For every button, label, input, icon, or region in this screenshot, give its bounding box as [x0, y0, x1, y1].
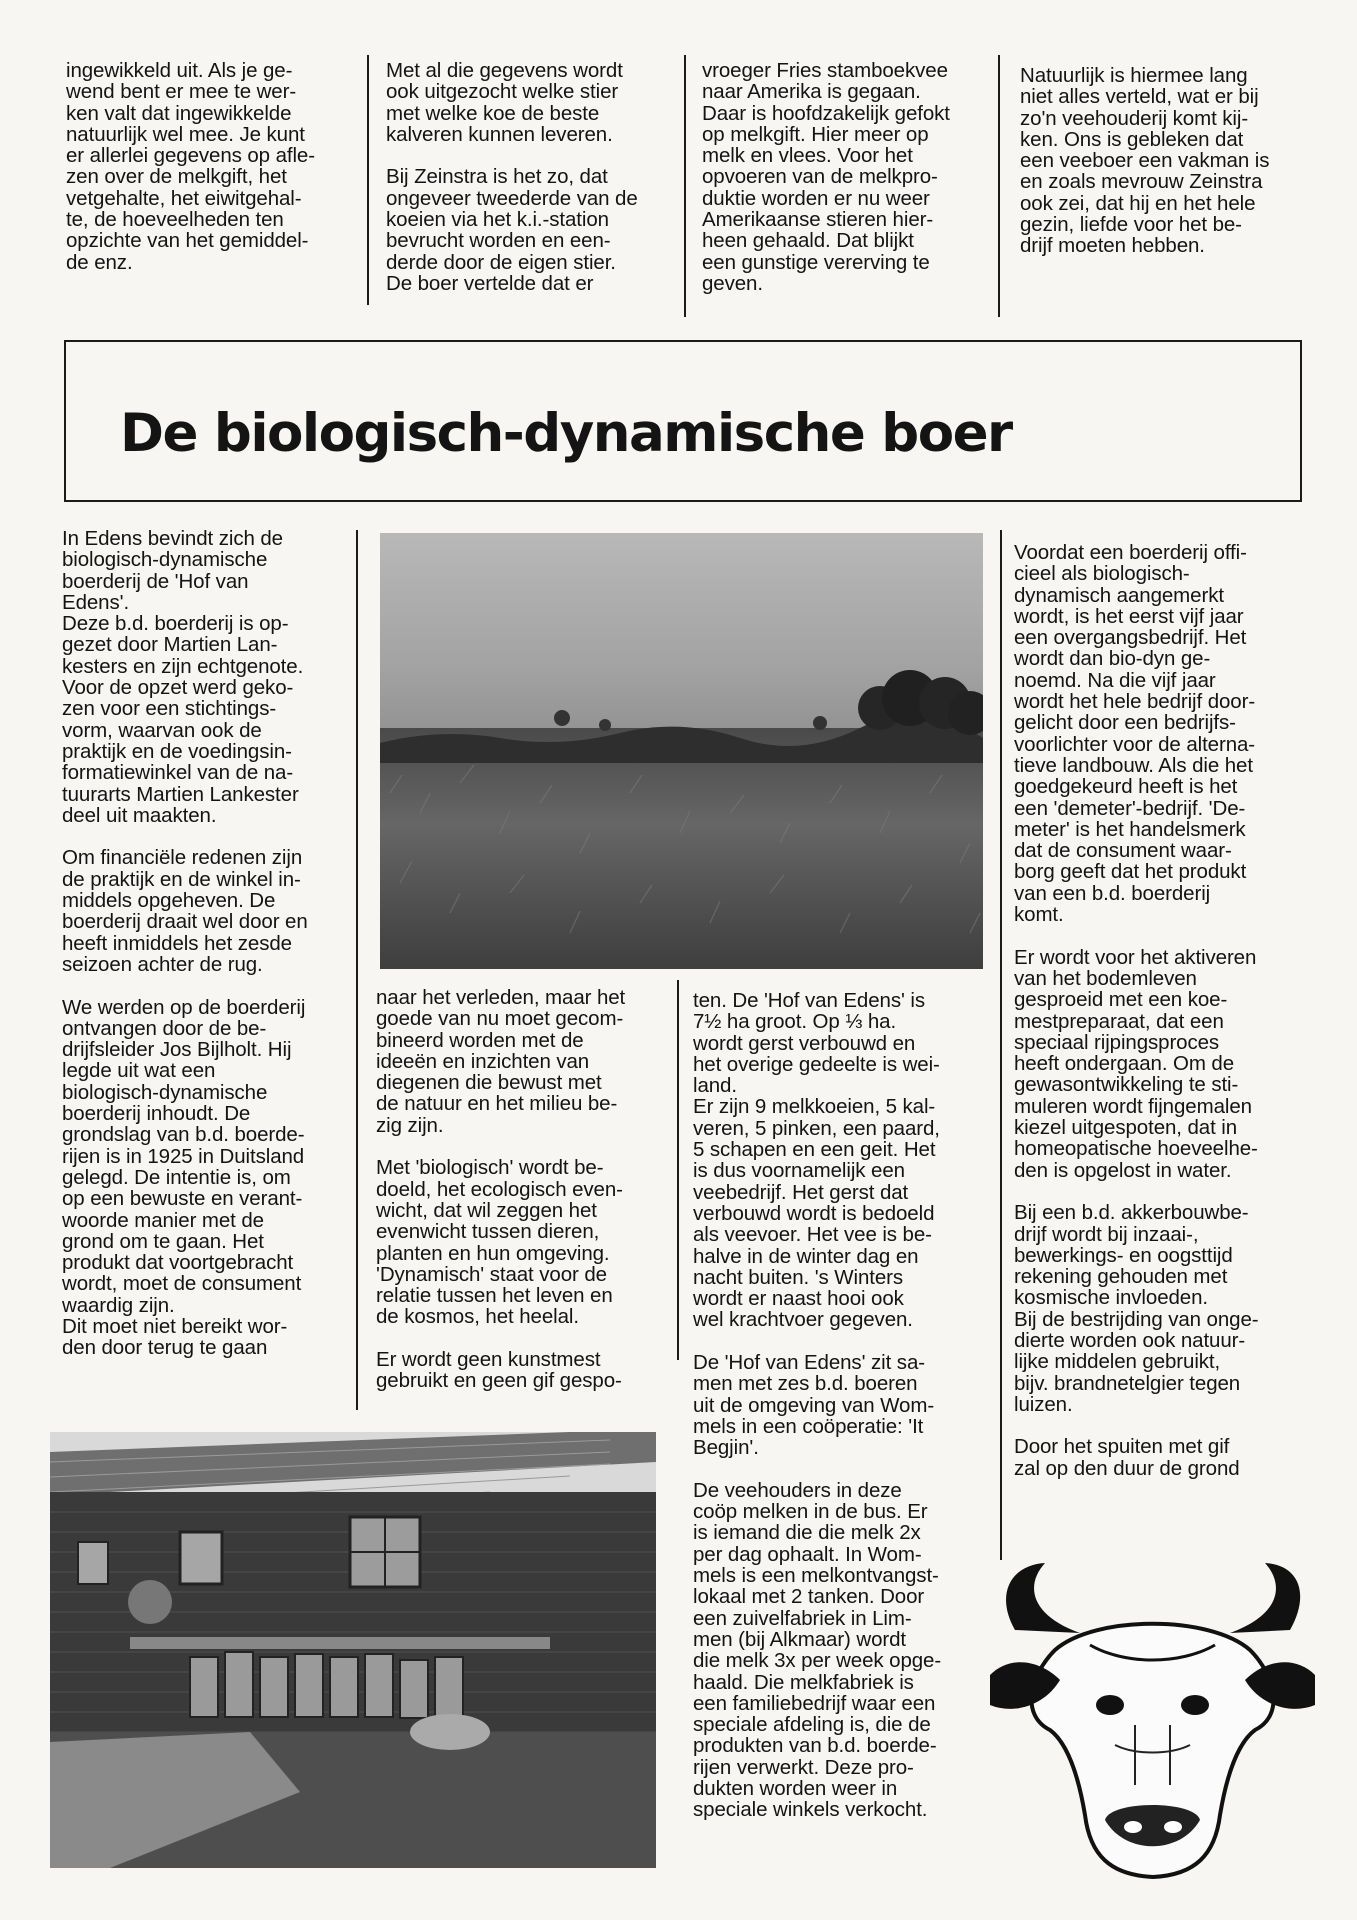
column-divider — [367, 55, 369, 305]
article-column-2: naar het verleden, maar het goede van nu moet gecom- bineerd worden met de ideeën en inzichten van diegenen die bewust met de natuur en het milieu be- zig zijn. Met 'biologisch' wordt be- doeld, het ecologisch even- wicht, dat wil zeggen het evenwicht tussen dieren, planten en hun omgeving. 'Dynamisch' staat voor de relatie tussen het leven en de kosmos, het heelal. Er wordt geen kunstmest gebruikt en geen gif gespo- — [376, 986, 626, 1393]
field-photo — [380, 533, 983, 969]
top-column-2: Met al die gegevens wordt ook uitgezocht welke stier met welke koe de beste kalveren kunnen leveren. Bij Zeinstra is het zo, dat ongeveer tweederde van de koeien via het k.i.-station bevrucht worden en een- derde door de eigen stier. De boer vertelde dat er — [386, 59, 638, 295]
article-column-1: In Edens bevindt zich de biologisch-dynamische boerderij de 'Hof van Edens'. Deze b.d. boerderij is op- gezet door Martien Lan- kesters en zijn echtgenote. Voor de opzet werd geko- zen voor een stichtings- vorm, waarvan ook de praktijk en de voedingsin- formatiewinkel van de na- tuurarts Martien Lankester deel uit maakten. Om financiële redenen zijn de praktijk en de winkel in- middels opgeheven. De boerderij draait wel door en heeft inmiddels het zesde seizoen achter de rug. We werden op de boerderij ontvangen door de be- drijfsleider Jos Bijlholt. Hij legde uit wat een biologisch-dynamische boerderij inhoudt. De grondslag van b.d. boerde- rijen is in 1925 in Duitsland gelegd. De intentie is, om op een bewuste en verant- woorde manier met de grond om te gaan. Het produkt dat voortgebracht wordt, moet de consument waardig zijn. Dit moet niet bereikt wor- den door terug te gaan — [62, 527, 308, 1360]
column-divider — [677, 980, 679, 1360]
top-column-1: ingewikkeld uit. Als je ge- wend bent er mee te wer- ken valt dat ingewikkelde natuurlijk wel mee. Je kunt er allerlei gegevens op afle- zen over de melkgift, het vetgehalte, het eiwitgehal- te, de hoeveelheden ten opzichte van het gemiddel- de enz. — [66, 59, 315, 274]
article-title: De biologisch-dynamische boer — [120, 403, 1012, 464]
cow-illustration — [985, 1555, 1320, 1885]
top-column-3: vroeger Fries stamboekvee naar Amerika is gegaan. Daar is hoofdzakelijk gefokt op melkgift. Hier meer op melk en vlees. Voor het opvoeren van de melkpro- duktie worden er nu weer Amerikaanse stieren hier- heen gehaald. Dat blijkt een gunstige vererving te geven. — [702, 59, 950, 295]
article-column-4: Voordat een boerderij offi- cieel als biologisch- dynamisch aangemerkt wordt, is het eerst vijf jaar een overgangsbedrijf. Het wordt dan bio-dyn ge- noemd. Na die vijf jaar wordt het hele bedrijf door- gelicht door een bedrijfs- voorlichter voor de alterna- tieve landbouw. Als die het goedgekeurd heeft is het een 'demeter'-bedrijf. 'De- meter' is het handelsmerk dat de consument waar- borg geeft dat het produkt van een b.d. boerderij komt. Er wordt voor het aktiveren van het bodemleven gesproeid met een koe- mestpreparaat, dat een speciaal rijpingsproces heeft ondergaan. Om de gewasontwikkeling te sti- muleren wordt fijngemalen kiezel uitgespoten, dat in homeopatische hoeveelhe- den is opgelost in water. Bij een b.d. akkerbouwbe- drijf wordt bij inzaai-, bewerkings- en oogsttijd rekening gehouden met kosmische invloeden. Bij de bestrijding van onge- dierte worden ook natuur- lijke middelen gebruikt, bijv. brandnetelgier tegen luizen. Door het spuiten met gif zal op den duur de grond — [1014, 541, 1259, 1480]
column-divider — [684, 55, 686, 317]
article-column-3: ten. De 'Hof van Edens' is 7½ ha groot. Op ⅓ ha. wordt gerst verbouwd en het overige gedeelte is wei- land. Er zijn 9 melkkoeien, 5 kal- veren, 5 pinken, een paard, 5 schapen en een geit. Het is dus voornamelijk een veebedrijf. Het gerst dat verbouwd wordt is bedoeld als veevoer. Het vee is be- halve in de winter dag en nacht buiten. 's Winters wordt er naast hooi ook wel krachtvoer gegeven. De 'Hof van Edens' zit sa- men met zes b.d. boeren uit de omgeving van Wom- mels in een coöperatie: 'It Begjin'. De veehouders in deze coöp melken in de bus. Er is iemand die die melk 2x per dag ophaalt. In Wom- mels is een melkontvangst- lokaal met 2 tanken. Door een zuivelfabriek in Lim- men (bij Alkmaar) wordt die melk 3x per week opge- haald. Die melkfabriek is een familiebedrijf waar een speciale afdeling is, die de produkten van b.d. boerde- rijen verwerkt. Deze pro- dukten worden weer in speciale winkels verkocht. — [693, 989, 942, 1822]
column-divider — [356, 530, 358, 1410]
barn-photo — [50, 1432, 656, 1868]
column-divider — [998, 55, 1000, 317]
column-divider — [1000, 530, 1002, 1560]
top-column-4: Natuurlijk is hiermee lang niet alles verteld, wat er bij zo'n veehouderij komt kij- ken. Ons is gebleken dat een veeboer een vakman is en zoals mevrouw Zeinstra ook zei, dat hij en het hele gezin, liefde voor het be- drijf moeten hebben. — [1020, 64, 1270, 258]
